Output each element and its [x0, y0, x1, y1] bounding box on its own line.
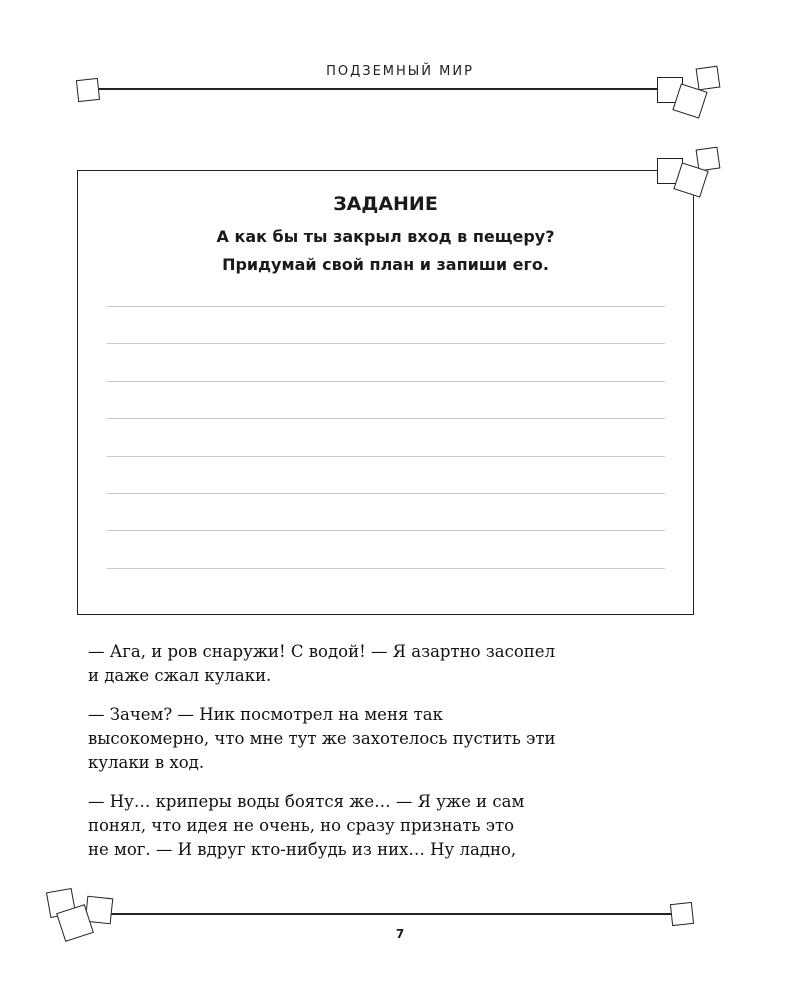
writing-line	[107, 568, 665, 569]
writing-line	[107, 456, 665, 457]
writing-line	[107, 530, 665, 531]
square-icon	[670, 902, 694, 926]
text-line: — Ну… криперы воды боятся же… — Я уже и сам	[88, 792, 525, 811]
text-line: и даже сжал кулаки.	[88, 666, 272, 685]
task-prompt-line: А как бы ты закрыл вход в пещеру?	[216, 227, 555, 246]
writing-line	[107, 306, 665, 307]
task-prompt-line: Придумай свой план и запиши его.	[222, 255, 549, 274]
footer-rule	[110, 913, 672, 915]
writing-line	[107, 381, 665, 382]
writing-line	[107, 493, 665, 494]
text-line: высокомерно, что мне тут же захотелось пустить эти	[88, 729, 556, 748]
text-line: — Зачем? — Ник посмотрел на меня так	[88, 705, 443, 724]
square-icon	[76, 78, 100, 102]
text-line: кулаки в ход.	[88, 753, 205, 772]
body-paragraph	[88, 640, 708, 688]
text-line: понял, что идея не очень, но сразу признать это	[88, 816, 515, 835]
running-header: ПОДЗЕМНЫЙ МИР	[326, 64, 474, 79]
text-line: — Ага, и ров снаружи! С водой! — Я азартно засопел	[88, 642, 556, 661]
page-number: 7	[395, 927, 405, 941]
task-title: ЗАДАНИЕ	[333, 193, 438, 215]
square-icon	[696, 66, 721, 91]
body-paragraph	[88, 703, 708, 775]
header-rule	[98, 88, 666, 90]
text-line: не мог. — И вдруг кто-нибудь из них… Ну ладно,	[88, 840, 517, 859]
writing-line	[107, 343, 665, 344]
writing-line	[107, 418, 665, 419]
body-paragraph	[88, 790, 708, 862]
